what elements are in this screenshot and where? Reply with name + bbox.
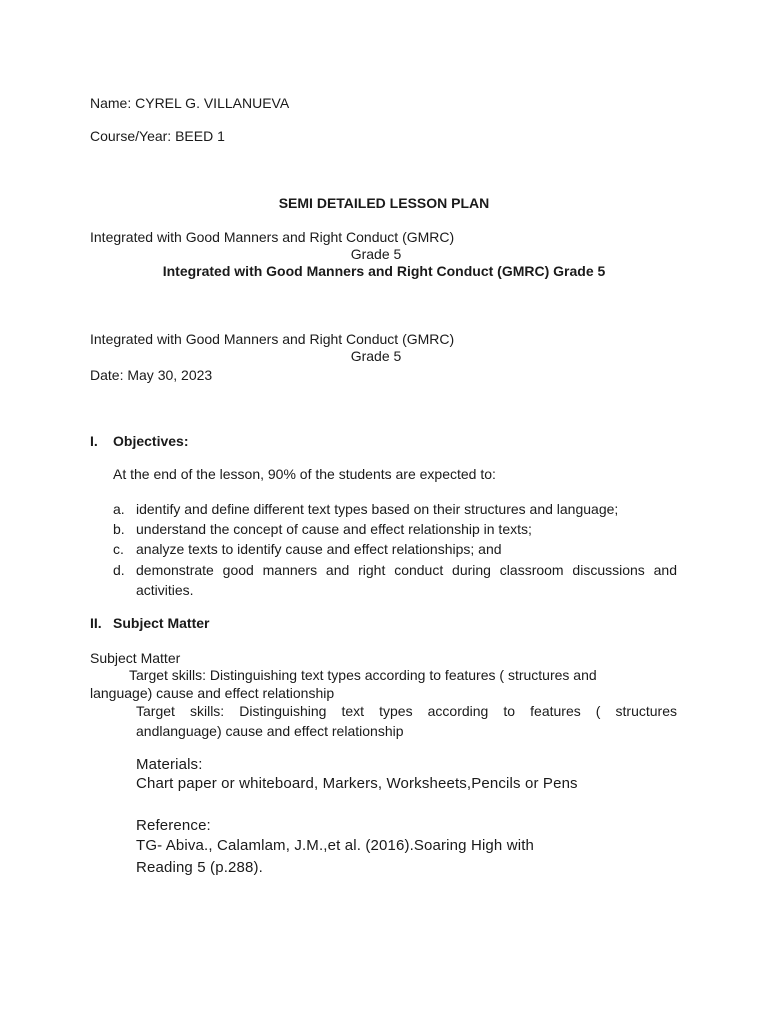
objective-item-d-continued: activities. [136,582,194,598]
grade-line: Grade 5 [350,246,402,262]
course-year: Course/Year: BEED 1 [90,128,225,144]
subject-matter-numeral: II. [90,615,102,631]
target-skills-2-line-2: andlanguage) cause and effect relationship [136,723,404,739]
gmrc-subject-line-2: Integrated with Good Manners and Right Conduct (GMRC) [90,331,455,347]
objectives-numeral: I. [90,433,98,449]
objective-marker-b: b. [113,521,125,537]
gmrc-subject-line: Integrated with Good Manners and Right Conduct (GMRC) [90,229,455,245]
objectives-intro: At the end of the lesson, 90% of the students are expected to: [113,466,496,482]
objective-item-b: understand the concept of cause and effect relationship in texts; [136,521,532,537]
bold-subtitle: Integrated with Good Manners and Right Conduct (GMRC) Grade 5 [162,263,606,279]
subject-matter-heading: Subject Matter [113,615,210,631]
lesson-date: Date: May 30, 2023 [90,367,213,383]
reference-label: Reference: [136,817,211,834]
document-title: SEMI DETAILED LESSON PLAN [278,195,490,211]
objective-item-d: demonstrate good manners and right conduct during classroom discussions and [136,562,677,578]
objective-item-a: identify and define different text types based on their structures and language; [136,501,619,517]
student-name: Name: CYREL G. VILLANUEVA [90,95,290,111]
objective-marker-d: d. [113,562,125,578]
objective-marker-a: a. [113,501,125,517]
objective-marker-c: c. [113,541,124,557]
subject-matter-label: Subject Matter [90,650,181,666]
reference-line-1: TG- Abiva., Calamlam, J.M.,et al. (2016).Soaring High with [136,837,535,854]
materials-label: Materials: [136,756,203,773]
grade-line-2: Grade 5 [350,348,402,364]
materials-text: Chart paper or whiteboard, Markers, Worksheets,Pencils or Pens [136,775,578,792]
target-skills-line-1: Target skills: Distinguishing text types according to features ( structures and [129,667,597,683]
target-skills-2-line-1: Target skills: Distinguishing text types according to features ( structures [136,703,677,719]
objective-item-c: analyze texts to identify cause and effect relationships; and [136,541,502,557]
reference-line-2: Reading 5 (p.288). [136,859,263,876]
objectives-heading: Objectives: [113,433,189,449]
target-skills-line-2: language) cause and effect relationship [90,685,335,701]
